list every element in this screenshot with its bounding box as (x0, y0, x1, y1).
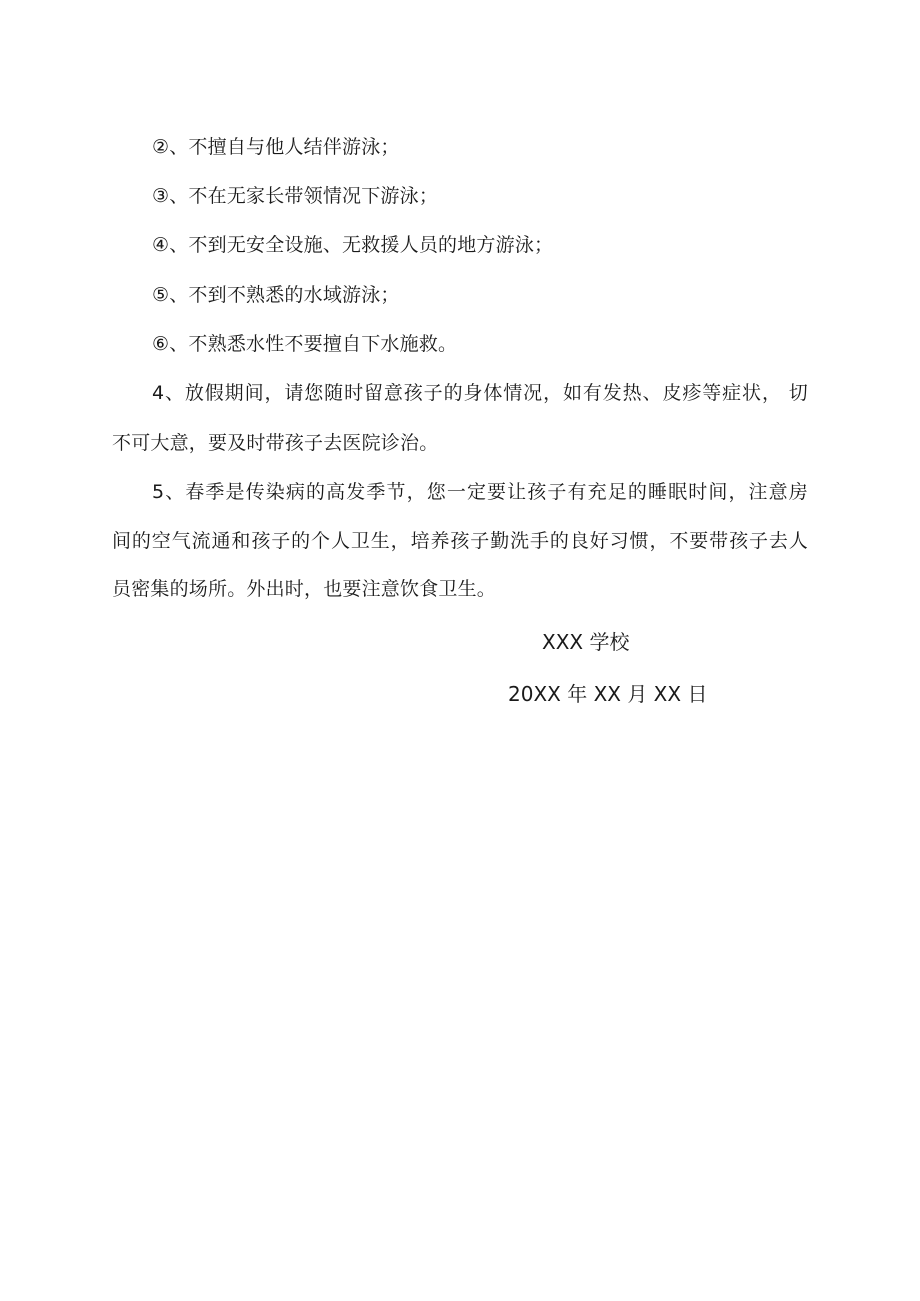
list-item-4: ④、不到无安全设施、无救援人员的地方游泳； (152, 234, 554, 256)
signature-date: 20XX 年 XX 月 XX 日 (508, 682, 708, 706)
paragraph-5-line-2: 间的空气流通和孩子的个人卫生，培养孩子勤洗手的良好习惯，不要带孩子去人 (112, 530, 808, 552)
signature-school: XXX 学校 (542, 630, 630, 654)
paragraph-4-line-1: 4、放假期间，请您随时留意孩子的身体情况，如有发热、皮疹等症状， 切 (152, 382, 808, 404)
paragraph-4-line-2: 不可大意，要及时带孩子去医院诊治。 (112, 432, 439, 454)
list-item-5: ⑤、不到不熟悉的水域游泳； (152, 284, 400, 306)
paragraph-5-line-1: 5、春季是传染病的高发季节，您一定要让孩子有充足的睡眠时间，注意房 (152, 481, 808, 503)
list-item-2: ②、不擅自与他人结伴游泳； (152, 136, 400, 158)
list-item-3: ③、不在无家长带领情况下游泳； (152, 185, 439, 207)
list-item-6: ⑥、不熟悉水性不要擅自下水施救。 (152, 333, 458, 355)
paragraph-5-line-3: 员密集的场所。外出时，也要注意饮食卫生。 (112, 578, 497, 600)
